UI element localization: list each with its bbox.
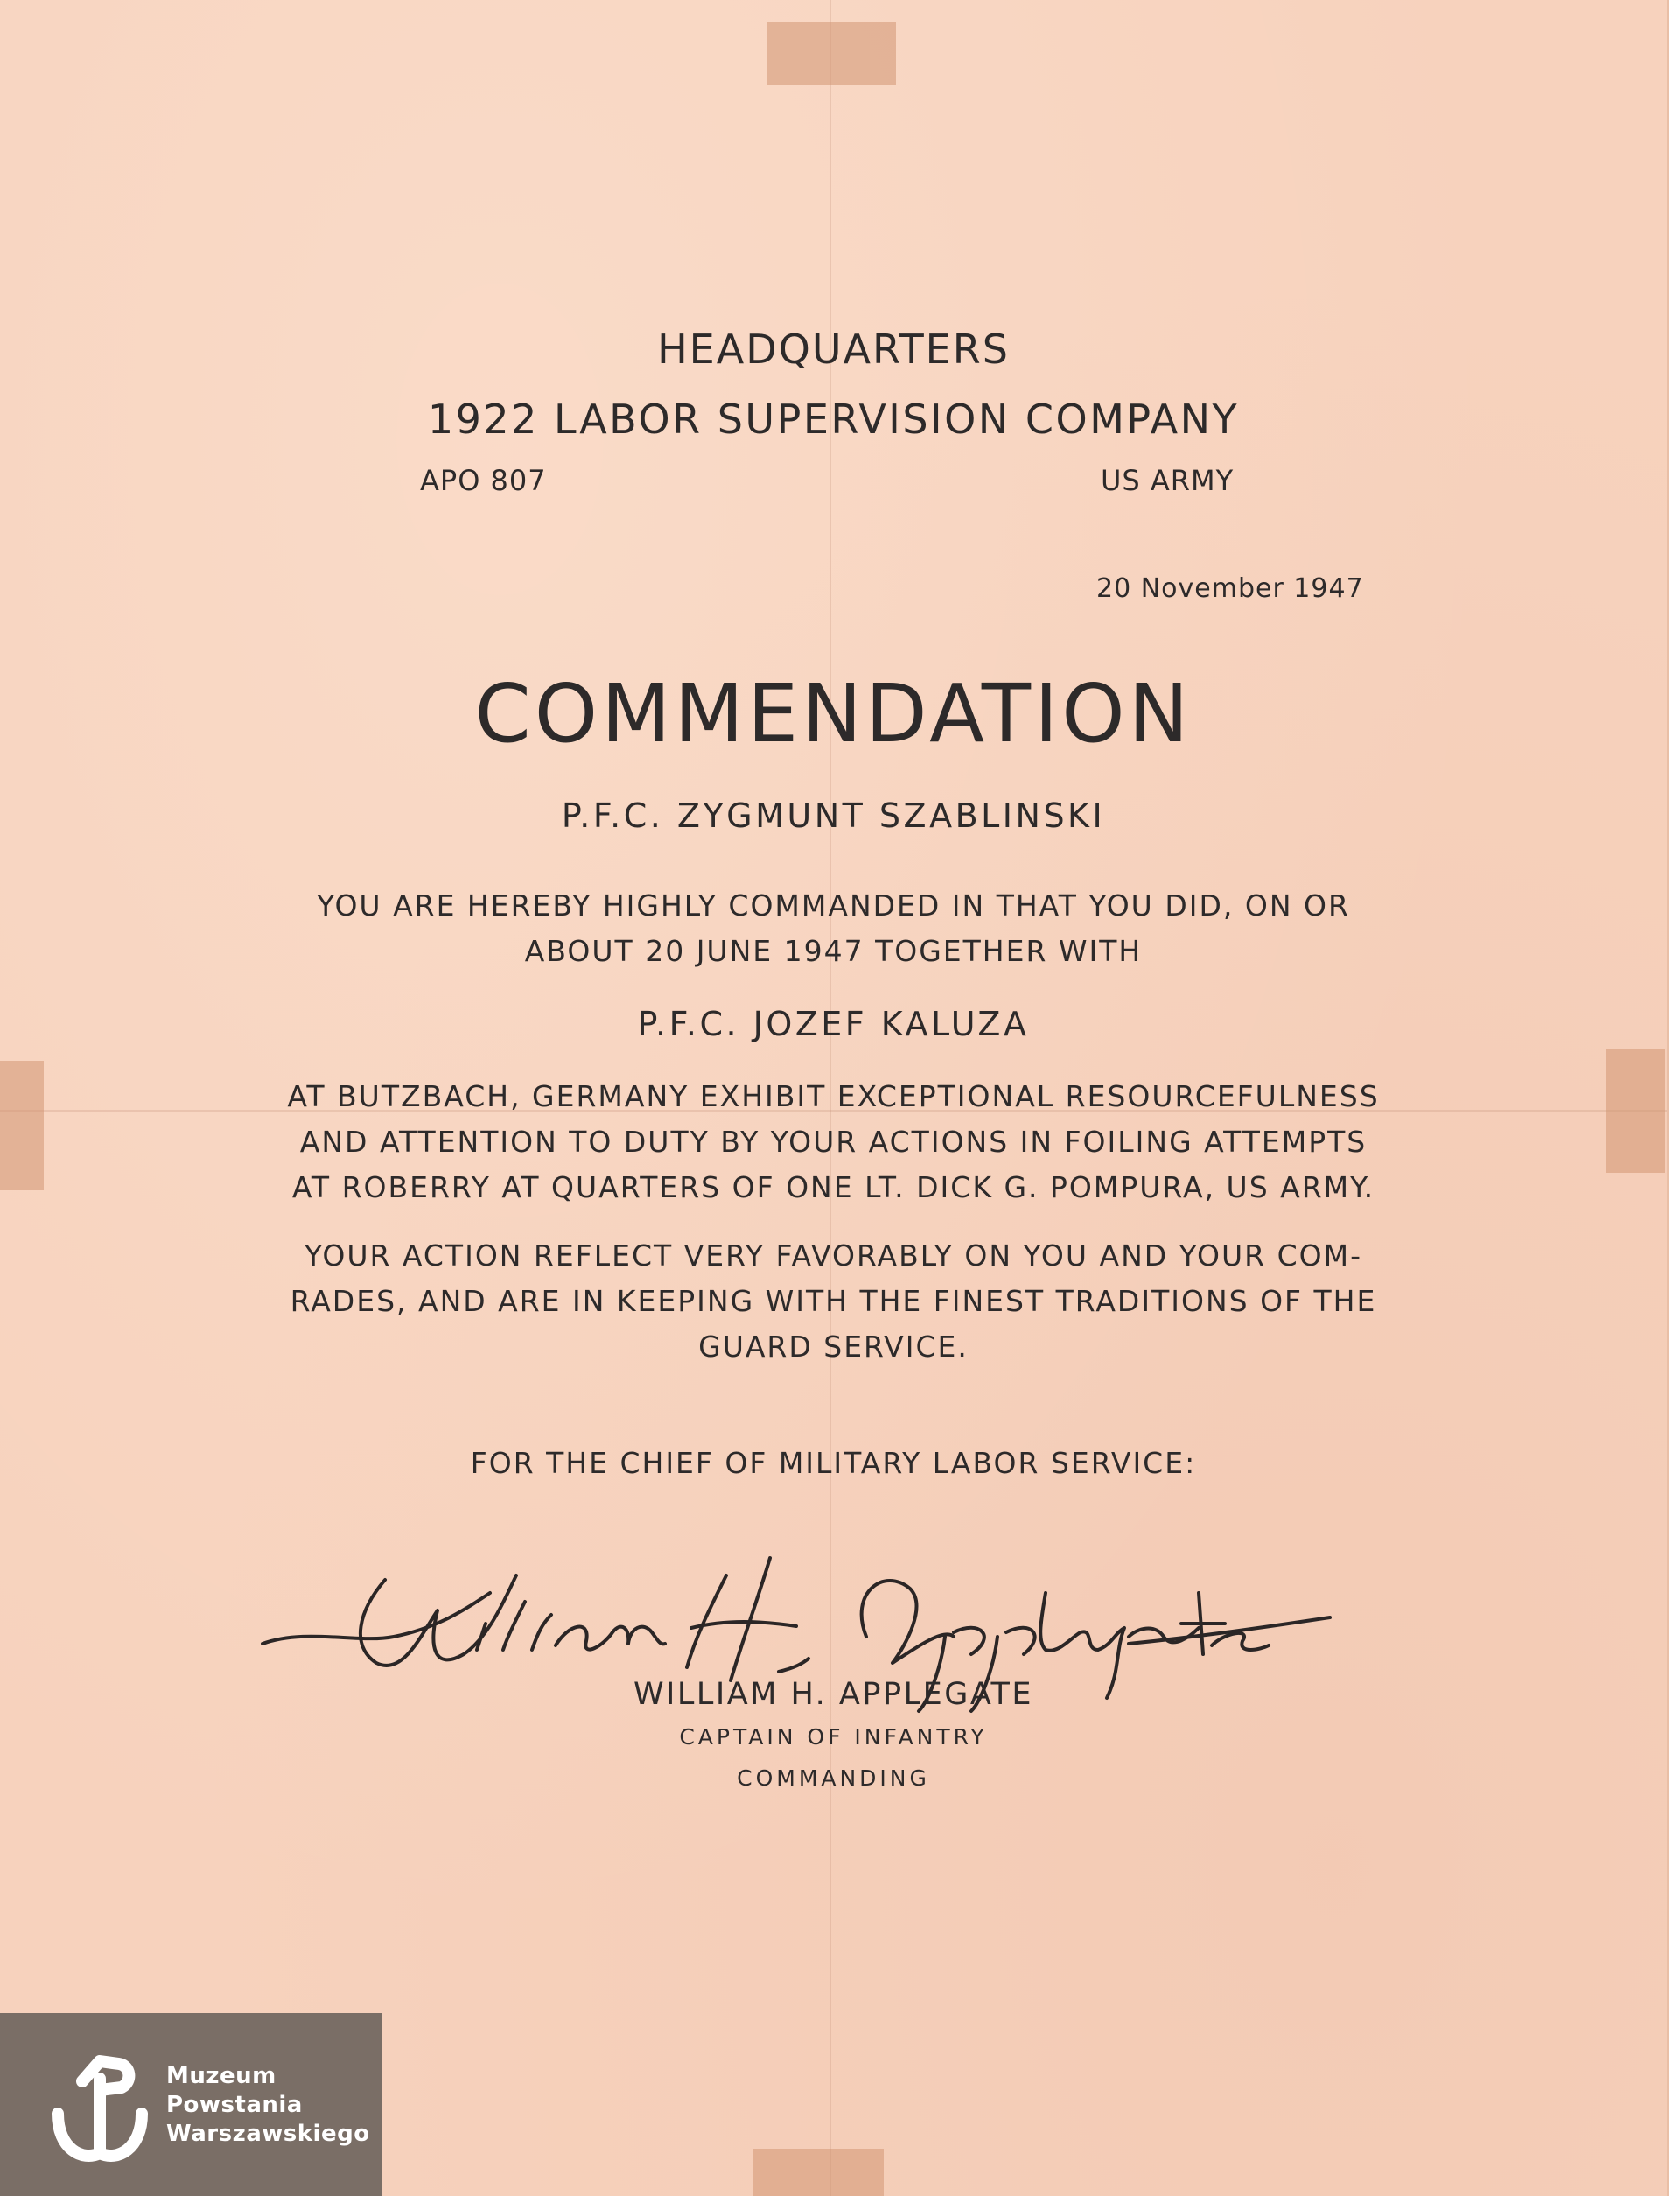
- signatory-rank: CAPTAIN OF INFANTRY: [679, 1724, 988, 1750]
- body-line: ABOUT 20 JUNE 1947 TOGETHER WITH: [524, 934, 1143, 968]
- for-chief-line: FOR THE CHIEF OF MILITARY LABOR SERVICE:: [470, 1446, 1197, 1480]
- body-line: AND ATTENTION TO DUTY BY YOUR ACTIONS IN FOILING ATTEMPTS: [299, 1125, 1368, 1159]
- signatory-role: COMMANDING: [737, 1765, 930, 1791]
- body-line: AT BUTZBACH, GERMANY EXHIBIT EXCEPTIONAL RESOURCEFULNESS: [287, 1079, 1380, 1113]
- tape-bottom: [752, 2149, 884, 2196]
- company-heading: 1922 LABOR SUPERVISION COMPANY: [427, 396, 1240, 443]
- museum-watermark: [0, 2013, 382, 2196]
- us-army-label: US ARMY: [1101, 464, 1235, 497]
- apo-number: APO 807: [420, 464, 547, 497]
- signatory-name: WILLIAM H. APPLEGATE: [633, 1677, 1034, 1712]
- body-line: RADES, AND ARE IN KEEPING WITH THE FINEST TRADITIONS OF THE: [290, 1284, 1377, 1318]
- body-line: YOUR ACTION REFLECT VERY FAVORABLY ON YOU AND YOUR COM-: [304, 1238, 1362, 1273]
- body-line: YOU ARE HEREBY HIGHLY COMMANDED IN THAT YOU DID, ON OR: [317, 888, 1350, 923]
- document-title: COMMENDATION: [474, 667, 1193, 761]
- body-line: AT ROBERRY AT QUARTERS OF ONE LT. DICK G. POMPURA, US ARMY.: [291, 1170, 1376, 1204]
- kotwica-anchor-icon: [47, 2039, 152, 2171]
- body-line: GUARD SERVICE.: [698, 1330, 969, 1364]
- watermark-line: Warszawskiego: [166, 2121, 370, 2147]
- document-date: 20 November 1947: [1096, 573, 1364, 604]
- watermark-line: Powstania: [166, 2092, 303, 2118]
- recipient-name: P.F.C. ZYGMUNT SZABLINSKI: [561, 796, 1106, 835]
- tape-top: [767, 22, 896, 85]
- companion-name: P.F.C. JOZEF KALUZA: [637, 1005, 1030, 1043]
- watermark-line: Muzeum: [166, 2063, 276, 2089]
- headquarters-heading: HEADQUARTERS: [657, 326, 1010, 373]
